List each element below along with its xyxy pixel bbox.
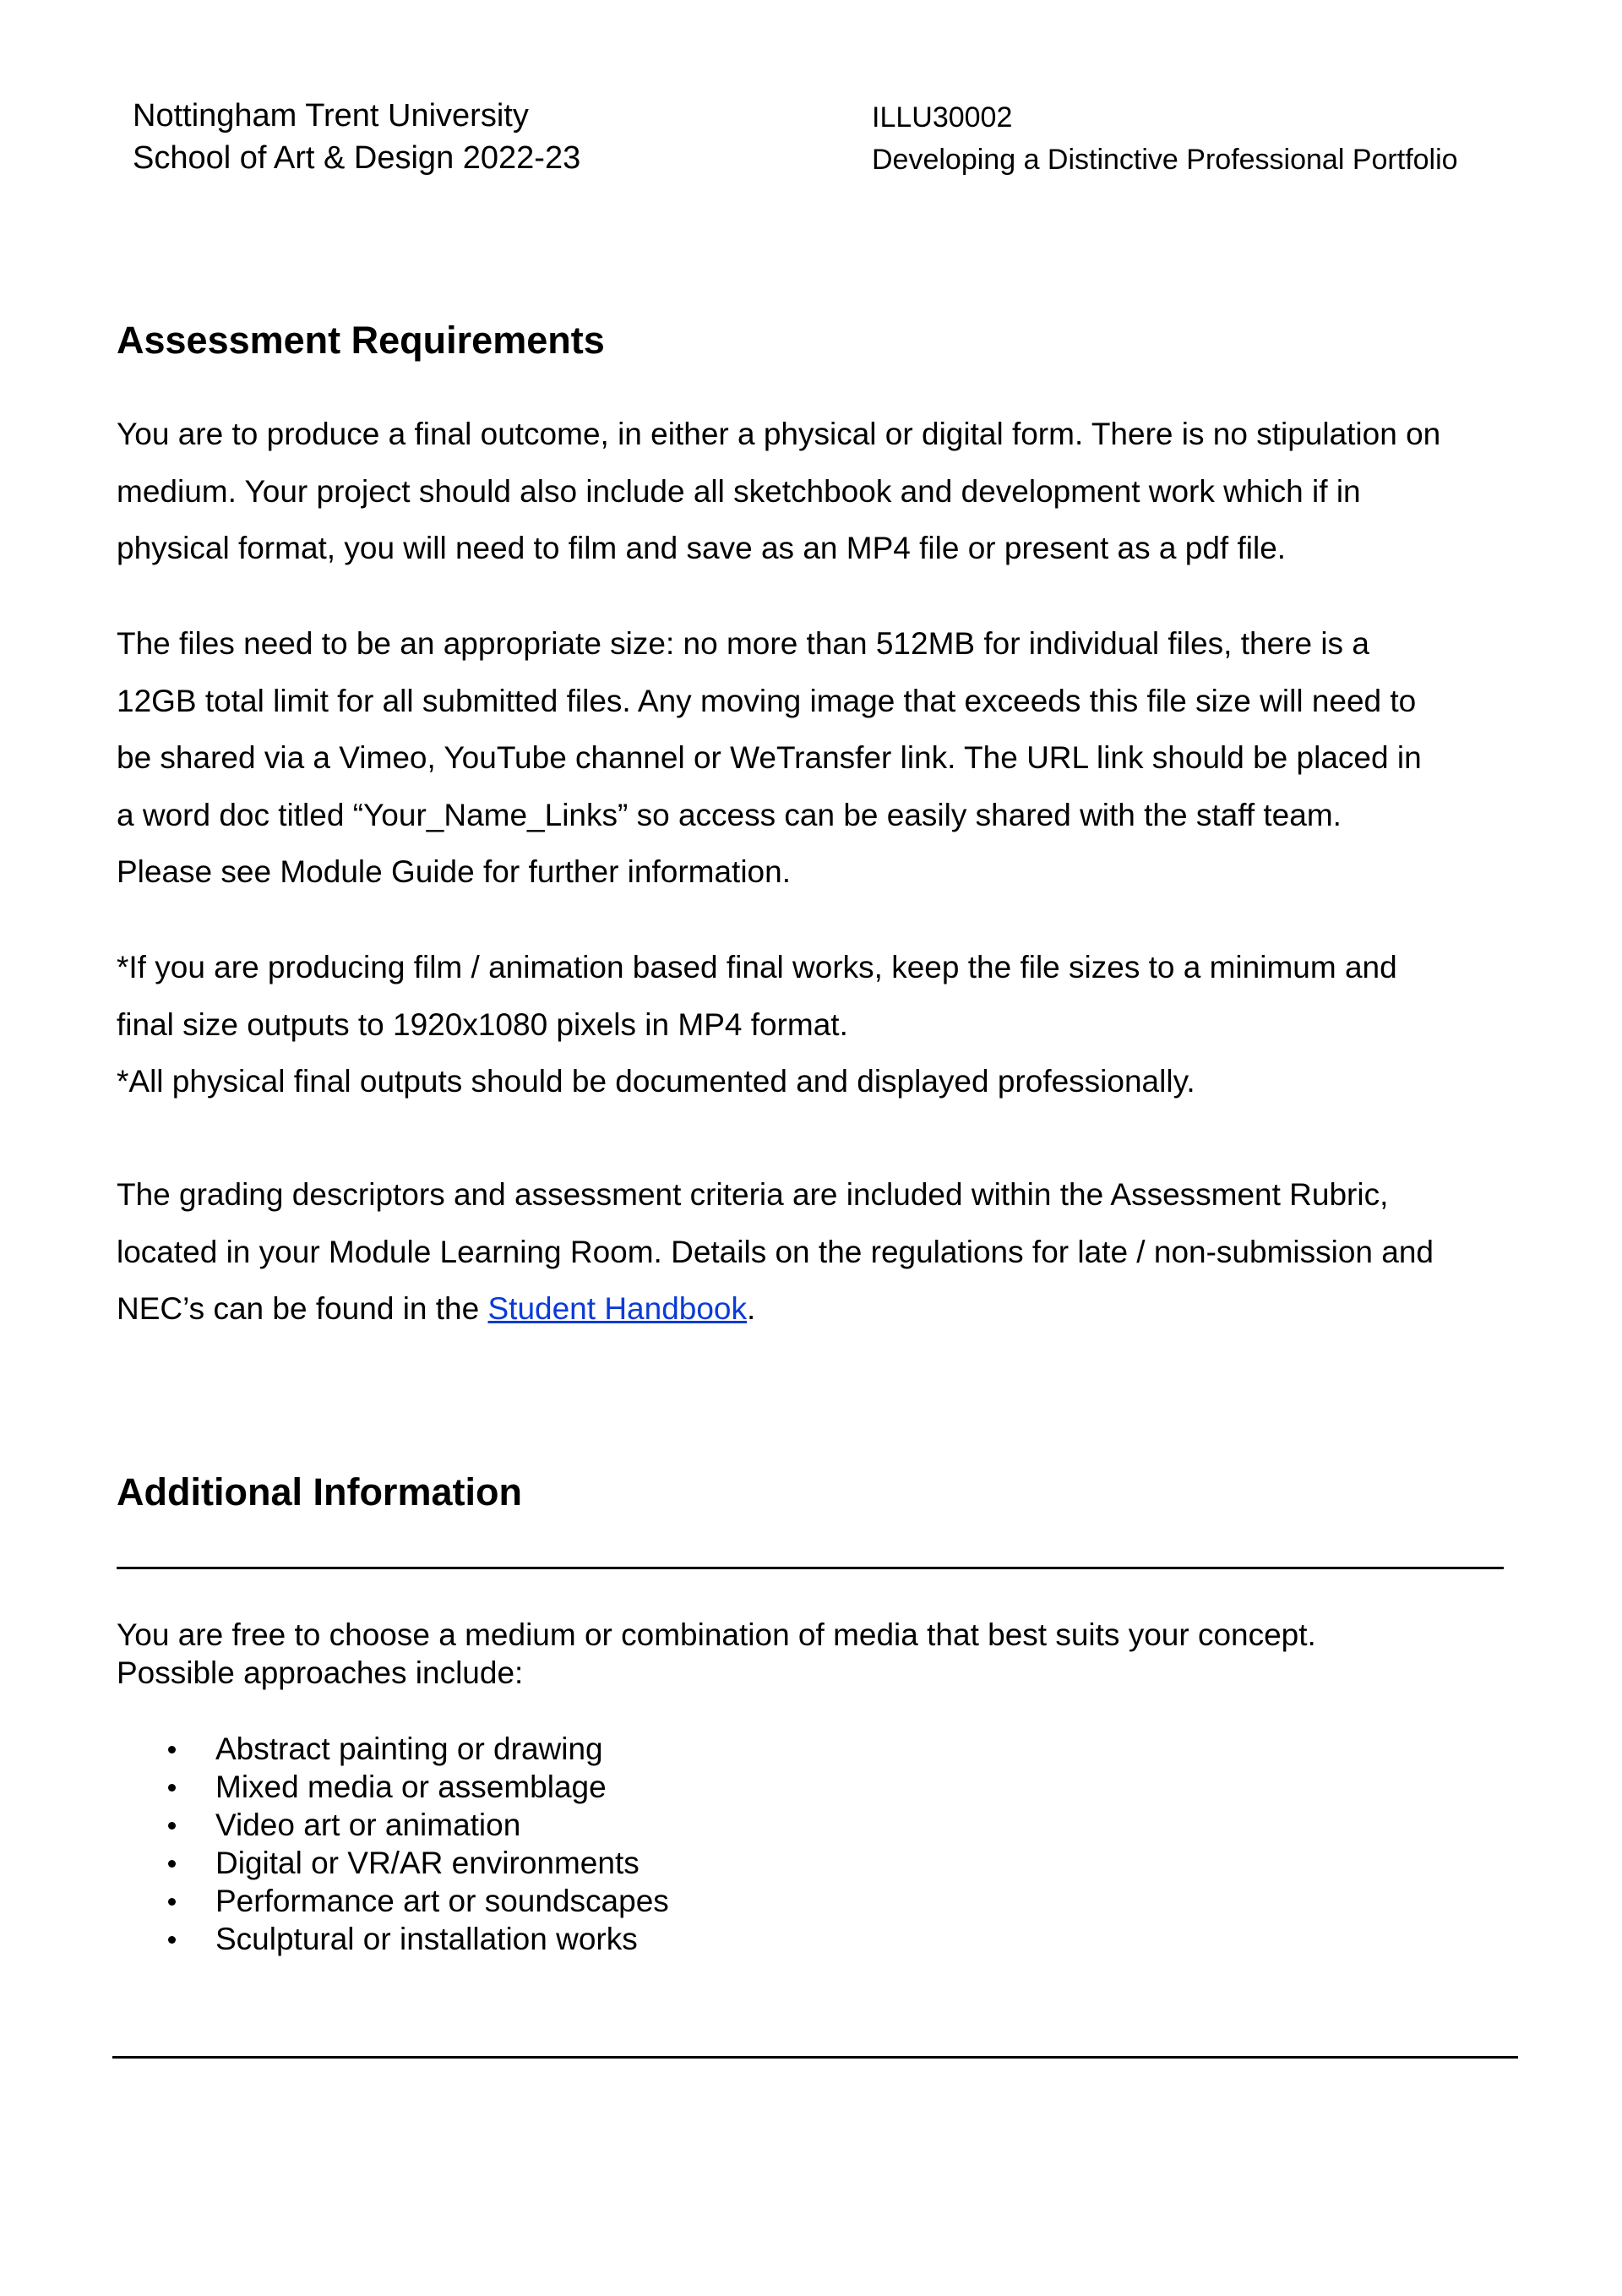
list-item xyxy=(117,1730,669,1768)
footer-divider xyxy=(112,2056,1518,2059)
list-item-text: Sculptural or installation works xyxy=(215,1922,638,1956)
bullet-icon xyxy=(168,1898,176,1906)
approaches-list xyxy=(117,1730,669,1958)
list-item-text: Abstract painting or drawing xyxy=(215,1732,603,1766)
paragraph-line: Please see Module Guide for further information. xyxy=(117,854,791,889)
list-item xyxy=(117,1844,669,1882)
list-item-text: Mixed media or assemblage xyxy=(215,1770,607,1804)
bullet-icon xyxy=(168,1936,176,1944)
paragraph-line: final size outputs to 1920x1080 pixels in MP4 format. xyxy=(117,1006,848,1042)
additional-intro xyxy=(117,1616,1316,1692)
paragraph-line: You are to produce a final outcome, in either a physical or digital form. There is no stipulation on xyxy=(117,417,1441,451)
paragraph-line: physical format, you will need to film and save as an MP4 file or present as a pdf file. xyxy=(117,531,1287,565)
list-item-text: Video art or animation xyxy=(215,1808,521,1842)
paragraph-line: medium. Your project should also include all sketchbook and development work which if in xyxy=(117,473,1361,509)
assessment-requirements-heading: Assessment Requirements xyxy=(117,319,605,362)
intro-line: Possible approaches include: xyxy=(117,1655,524,1690)
paragraph-line: The grading descriptors and assessment criteria are included within the Assessment Rubric, xyxy=(117,1177,1389,1212)
assessment-paragraph-2 xyxy=(117,615,1536,901)
list-item xyxy=(117,1882,669,1920)
section-divider xyxy=(117,1567,1504,1569)
list-item-text: Performance art or soundscapes xyxy=(215,1884,669,1918)
additional-information-heading: Additional Information xyxy=(117,1470,522,1513)
paragraph-line: *If you are producing film / animation based final works, keep the file sizes to a minimum and xyxy=(117,950,1397,984)
institution-name: Nottingham Trent University xyxy=(133,98,529,134)
school-name: School of Art & Design 2022-23 xyxy=(133,140,581,176)
header-institution-block xyxy=(133,95,580,179)
list-item xyxy=(117,1920,669,1958)
paragraph-line: located in your Module Learning Room. Details on the regulations for late / non-submission and xyxy=(117,1234,1434,1269)
assessment-paragraph-3 xyxy=(117,939,1536,1110)
paragraph-line: The files need to be an appropriate size: no more than 512MB for individual files, there is a xyxy=(117,626,1369,661)
student-handbook-link[interactable]: Student Handbook xyxy=(487,1291,747,1326)
paragraph-line: *All physical final outputs should be documented and displayed professionally. xyxy=(117,1064,1195,1099)
header-module-block xyxy=(872,96,1458,181)
assessment-paragraph-4 xyxy=(117,1166,1536,1338)
assessment-paragraph-1 xyxy=(117,406,1536,577)
module-code: ILLU30002 xyxy=(872,101,1013,134)
list-item xyxy=(117,1768,669,1806)
paragraph-line: 12GB total limit for all submitted files. Any moving image that exceeds this file size will need to xyxy=(117,683,1417,718)
paragraph-text: NEC’s can be found in the xyxy=(117,1291,488,1326)
bullet-icon xyxy=(168,1746,176,1753)
bullet-icon xyxy=(168,1860,176,1868)
bullet-icon xyxy=(168,1784,176,1792)
bullet-icon xyxy=(168,1822,176,1830)
module-title: Developing a Distinctive Professional Portfolio xyxy=(872,144,1458,176)
list-item xyxy=(117,1806,669,1844)
intro-line: You are free to choose a medium or combination of media that best suits your concept. xyxy=(117,1617,1316,1652)
paragraph-line: a word doc titled “Your_Name_Links” so access can be easily shared with the staff team. xyxy=(117,797,1342,832)
paragraph-text: . xyxy=(747,1291,756,1326)
list-item-text: Digital or VR/AR environments xyxy=(215,1846,640,1880)
paragraph-line-with-link xyxy=(117,1280,1536,1338)
paragraph-line: be shared via a Vimeo, YouTube channel or WeTransfer link. The URL link should be placed in xyxy=(117,740,1422,775)
